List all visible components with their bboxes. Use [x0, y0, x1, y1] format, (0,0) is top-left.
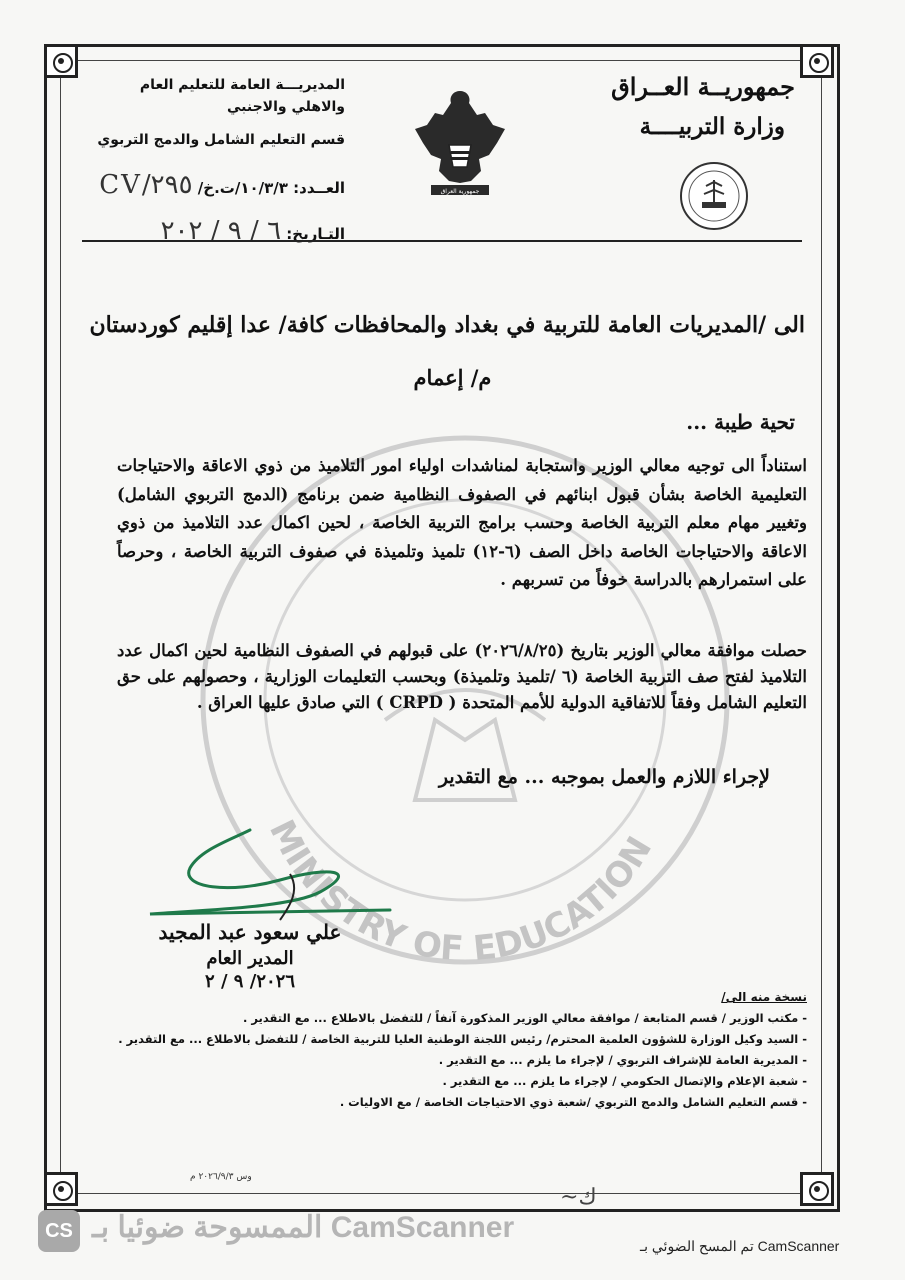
- copies-item: - السيد وكيل الوزارة للشؤون العلمية المحترم/ رئيس اللجنة الوطنية العليا للتربية الخاصة / للتفضل بالاطلاع ... مع التقدير .: [118, 1032, 807, 1046]
- signer-title: المدير العام: [206, 948, 294, 969]
- copies-item: - شعبة الإعلام والإتصال الحكومي / لإجراء ما يلزم ... مع التقدير .: [442, 1074, 807, 1088]
- subject-line: م/ إعمام: [413, 365, 492, 390]
- stamp-text-en: MINISTRY OF EDUCATION: [261, 813, 661, 970]
- date-label: التـاريخ:: [286, 225, 345, 243]
- copies-item: - مكتب الوزير / قسم المتابعة / موافقة معالي الوزير المذكورة آنفاً / للتفضل بالاطلاع ... مع التقدير .: [243, 1011, 807, 1025]
- reference-label: العــدد: ١٠/٣/٣/ت.خ/: [197, 179, 345, 197]
- header-directorate-block: [95, 74, 345, 246]
- corner-ornament-icon: [44, 44, 78, 78]
- header-country-block: [575, 72, 795, 140]
- copies-item: - المديرية العامة للإشراف التربوي / لإجراء ما يلزم ... مع التقدير .: [438, 1053, 807, 1067]
- header-divider: [82, 240, 802, 242]
- signature-icon: [140, 810, 400, 930]
- greeting: تحية طيبة ...: [686, 410, 795, 434]
- corner-ornament-icon: [44, 1172, 78, 1206]
- emblem-caption: جمهورية العراق: [440, 188, 480, 195]
- camscanner-watermark: الممسوحة ضوئيا بـ CamScanner: [92, 1211, 515, 1244]
- body-paragraph-1: استناداً الى توجيه معالي الوزير واستجابة لمناشدات اولياء امور التلاميذ من ذوي الاعاقة والاحتياجات التعليمية الخاصة بشأن قبول ابنائهم في الصفوف النظامية ضمن برنامج (الدمج التربوي الشامل) وتغيير مهام معلم التربية الخاصة وحسب برامج التربية الخاصة ، لحين اكمال عدد التلاميذ من ذوي الاعاقة والاحتياجات الخاصة داخل الصف (٦-١٢) تلميذ وتلميذة في صفوف التربية الخاصة ، وحرصاً على استمرارهم بالدراسة خوفاً من تسربهم .: [117, 456, 807, 589]
- eagle-emblem-icon: [405, 85, 515, 200]
- signer-block: [140, 920, 360, 992]
- date-handwritten: ٦ / ٩ / ٢٠٢: [160, 216, 282, 246]
- camscanner-logo: CS: [38, 1210, 80, 1252]
- directorate-name: المديريـــة العامة للتعليم العام والاهلي والاجنبي: [139, 77, 345, 115]
- scan-note: تم المسح الضوئي بـ CamScanner: [640, 1238, 840, 1254]
- closing-line: لإجراء اللازم والعمل بموجبه ... مع التقدير: [438, 766, 770, 788]
- signer-date: ٢٠٢٦/ ٩ / ٢: [205, 971, 295, 992]
- copies-heading: نسخة منه الى/: [721, 990, 807, 1004]
- body-paragraph-2: حصلت موافقة معالي الوزير بتاريخ (٢٠٢٦/٨/٢٥) على قبولهم في الصفوف النظامية لحين اكمال عدد التلاميذ لفتح صف التربية الخاصة (٦ /تلميذ وتلميذة) وبحسب التعليمات الوزارية ، وحصولهم على حق التعليم الشامل وفقاً للاتفاقية الدولية للأمم المتحدة ( CRPD ) التي صادق عليها العراق .: [117, 641, 807, 712]
- copies-list: [97, 990, 807, 1113]
- recipient-line: الى /المديريات العامة للتربية في بغداد والمحافظات كافة/ عدا إقليم كوردستان: [89, 312, 805, 338]
- ministry-name: وزارة التربيــــة: [639, 113, 785, 140]
- reference-number: [95, 170, 345, 200]
- department-name: قسم التعليم الشامل والدمج التربوي: [97, 132, 345, 148]
- signer-name: علي سعود عبد المجيد: [158, 920, 342, 944]
- corner-ornament-icon: [800, 1172, 834, 1206]
- handwritten-initial-icon: ~ك: [560, 1185, 597, 1210]
- copies-item: - قسم التعليم الشامل والدمج التربوي /شعبة ذوي الاحتياجات الخاصة / مع الاوليات .: [339, 1095, 807, 1109]
- reference-handwritten: ٢٩٥/CV: [99, 170, 193, 200]
- footer-note: وس ٢٠٢٦/٩/٣ م: [190, 1172, 252, 1182]
- corner-ornament-icon: [800, 44, 834, 78]
- ministry-seal-icon: [668, 160, 760, 232]
- country-name: جمهوريــة العــراق: [611, 72, 795, 101]
